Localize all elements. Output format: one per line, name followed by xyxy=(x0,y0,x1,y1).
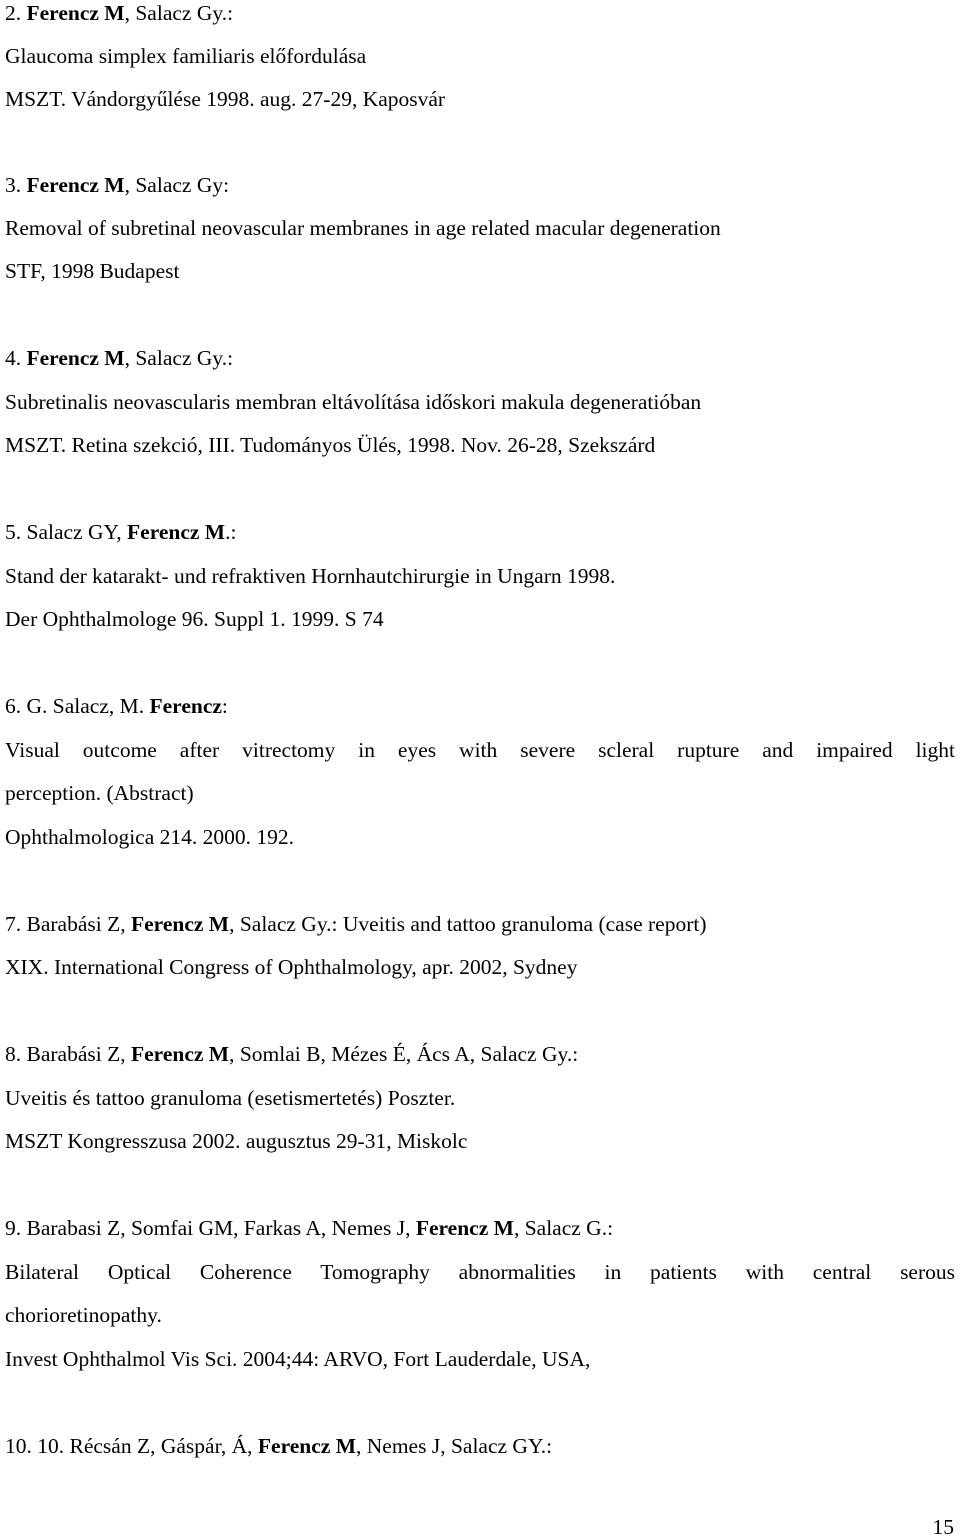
entry-5-title: Stand der katarakt- und refraktiven Hornhautchirurgie in Ungarn 1998. xyxy=(5,564,616,588)
entry-6-authors: 6. G. Salacz, M. Ferencz: xyxy=(5,694,228,718)
entry-8-source: MSZT Kongresszusa 2002. augusztus 29-31, Miskolc xyxy=(5,1129,468,1153)
entry-3-source: STF, 1998 Budapest xyxy=(5,259,180,283)
entry-8-authors: 8. Barabási Z, Ferencz M, Somlai B, Mézes É, Ács A, Salacz Gy.: xyxy=(5,1042,579,1066)
entry-3-authors: 3. Ferencz M, Salacz Gy: xyxy=(5,173,230,197)
entry-9-title-cont: chorioretinopathy. xyxy=(5,1303,162,1327)
entry-2-source: MSZT. Vándorgyűlése 1998. aug. 27-29, Kaposvár xyxy=(5,87,446,111)
entry-5-source: Der Ophthalmologe 96. Suppl 1. 1999. S 74 xyxy=(5,607,384,631)
entry-3-title: Removal of subretinal neovascular membranes in age related macular degeneration xyxy=(5,216,721,240)
entry-2-authors: 2. Ferencz M, Salacz Gy.: xyxy=(5,1,234,25)
entry-4-authors: 4. Ferencz M, Salacz Gy.: xyxy=(5,346,234,370)
entry-5-authors: 5. Salacz GY, Ferencz M.: xyxy=(5,520,237,544)
entry-7-authors: 7. Barabási Z, Ferencz M, Salacz Gy.: Uveitis and tattoo granuloma (case report) xyxy=(5,912,707,936)
entry-6-source: Ophthalmologica 214. 2000. 192. xyxy=(5,825,295,849)
entry-2-title: Glaucoma simplex familiaris előfordulása xyxy=(5,44,367,68)
page-number: 15 xyxy=(932,1515,954,1539)
entry-8-title: Uveitis és tattoo granuloma (esetismertetés) Poszter. xyxy=(5,1086,456,1110)
entry-9-source: Invest Ophthalmol Vis Sci. 2004;44: ARVO, Fort Lauderdale, USA, xyxy=(5,1347,591,1371)
entry-6-title-cont: perception. (Abstract) xyxy=(5,781,194,805)
entry-4-title: Subretinalis neovascularis membran eltávolítása időskori makula degeneratióban xyxy=(5,390,702,414)
entry-4-source: MSZT. Retina szekció, III. Tudományos Ülés, 1998. Nov. 26-28, Szekszárd xyxy=(5,433,656,457)
entry-10-authors: 10. 10. Récsán Z, Gáspár, Á, Ferencz M, Nemes J, Salacz GY.: xyxy=(5,1434,553,1458)
entry-6-title: Visual outcome after vitrectomy in eyes with severe scleral rupture and impaired light xyxy=(5,738,955,762)
entry-9-authors: 9. Barabasi Z, Somfai GM, Farkas A, Nemes J, Ferencz M, Salacz G.: xyxy=(5,1216,614,1240)
entry-9-title: Bilateral Optical Coherence Tomography abnormalities in patients with central serous xyxy=(5,1260,955,1284)
entry-7-source: XIX. International Congress of Ophthalmology, apr. 2002, Sydney xyxy=(5,955,578,979)
